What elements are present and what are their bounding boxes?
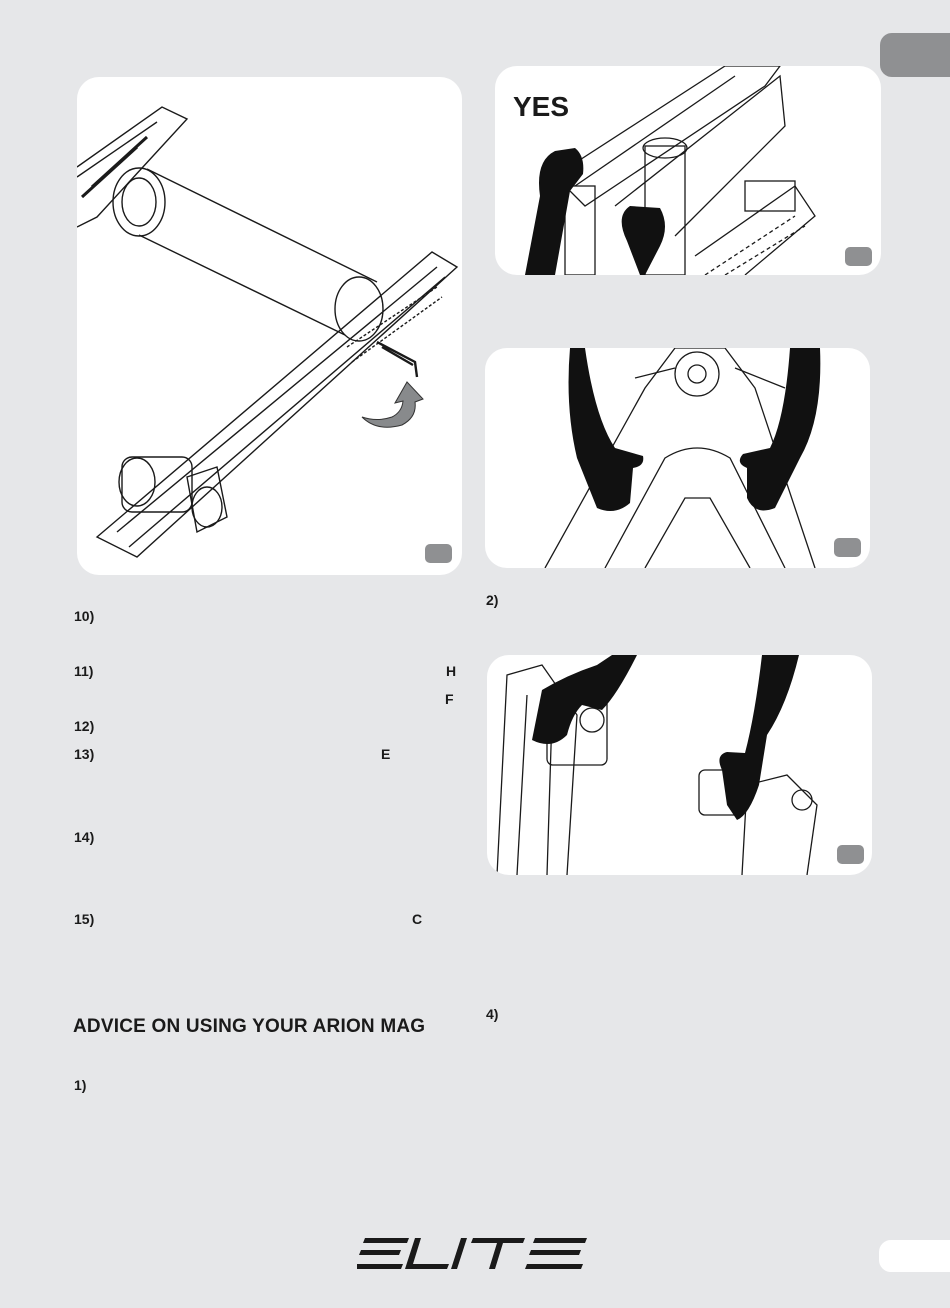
figure-roller-hexkey (77, 77, 462, 575)
elite-logo (357, 1236, 589, 1272)
reference-letter-c: C (412, 911, 423, 927)
figure-number-badge (834, 538, 861, 557)
reference-letter-e: E (381, 746, 391, 762)
figure-number-badge (425, 544, 452, 563)
roller-illustration (77, 77, 462, 575)
figure-number-badge (837, 845, 864, 864)
figure-number-badge (845, 247, 872, 266)
reference-letter-h: H (446, 663, 457, 679)
step-15: 15) (74, 911, 95, 927)
page-number-box (879, 1240, 950, 1272)
step-12: 12) (74, 718, 95, 734)
hands-frame-illustration (485, 348, 870, 568)
step-11: 11) (74, 663, 94, 679)
advice-step-1: 1) (74, 1077, 87, 1093)
figure-yes (495, 66, 881, 275)
step-13: 13) (74, 746, 95, 762)
figure-hands-folding (487, 655, 872, 875)
yes-label: YES (513, 91, 570, 122)
step-10: 10) (74, 608, 95, 624)
hands-folding-illustration (487, 655, 872, 875)
figure-hands-frame (485, 348, 870, 568)
step-4: 4) (486, 1006, 499, 1022)
step-14: 14) (74, 829, 95, 845)
reference-letter-f: F (445, 691, 454, 707)
step-2: 2) (486, 592, 499, 608)
advice-heading: ADVICE ON USING YOUR ARION MAG (73, 1016, 426, 1037)
section-tab-icon (880, 33, 950, 77)
